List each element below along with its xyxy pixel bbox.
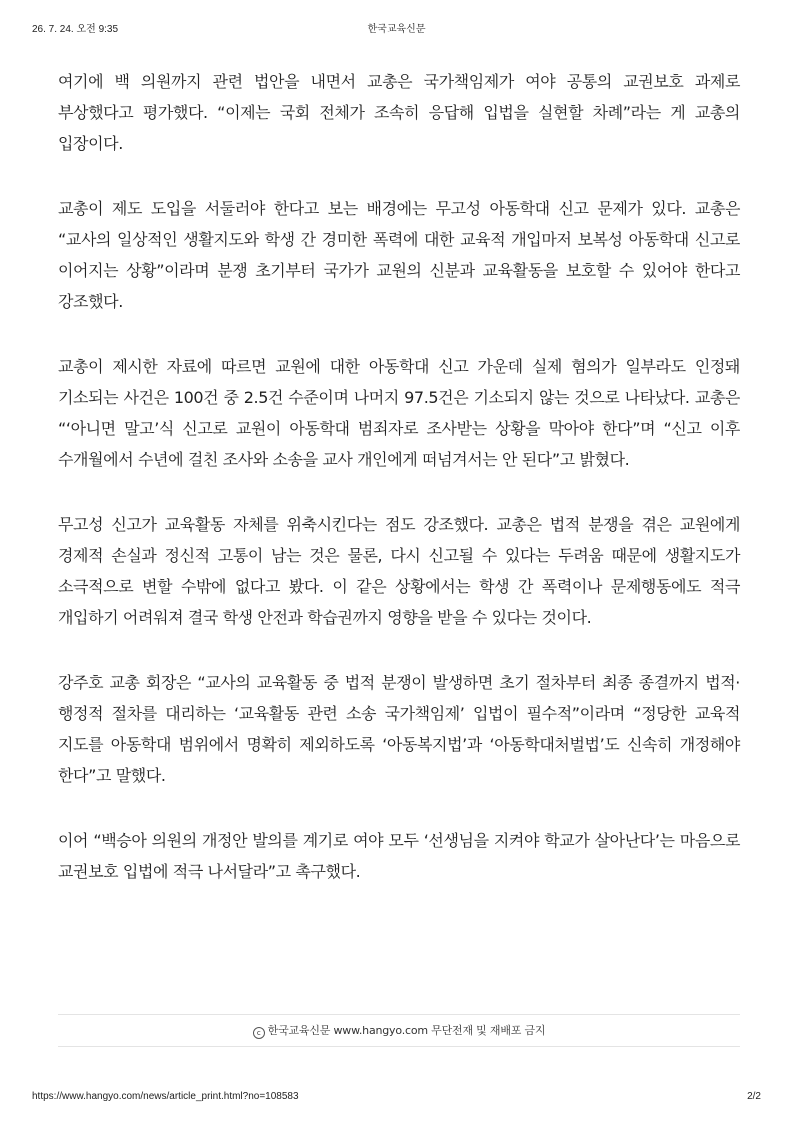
- article-body: [58, 66, 740, 921]
- print-date: 26. 7. 24. 오전 9:35: [32, 24, 119, 35]
- article-paragraph: 여기에 백 의원까지 관련 법안을 내면서 교총은 국가책임제가 여야 공통의 교권보호 과제로 부상했다고 평가했다. “이제는 국회 전체가 조속히 응답해 입법을 실현할 차례”라는 게 교총의 입장이다.: [58, 72, 740, 153]
- article-paragraph: 강주호 교총 회장은 “교사의 교육활동 중 법적 분쟁이 발생하면 초기 절차부터 최종 종결까지 법적·행정적 절차를 대리하는 ‘교육활동 관련 소송 국가책임제’ 입법이 필수적”이라며 “정당한 교육적 지도를 아동학대 범위에서 명확히 제외하도록 ‘아동복지법’과 ‘아동학대처벌법’도 신속히 개정해야 한다”고 말했다.: [58, 673, 740, 785]
- page-number: 2/2: [747, 1091, 761, 1102]
- copyright-notice: [58, 1014, 740, 1047]
- copyright-text: 한국교육신문 www.hangyo.com 무단전재 및 재배포 금지: [267, 1024, 546, 1037]
- article-paragraph: 교총이 제도 도입을 서둘러야 한다고 보는 배경에는 무고성 아동학대 신고 문제가 있다. 교총은 “교사의 일상적인 생활지도와 학생 간 경미한 폭력에 대한 교육적 개입마저 보복성 아동학대 신고로 이어지는 상황”이라며 분쟁 초기부터 국가가 교원의 신분과 교육활동을 보호할 수 있어야 한다고 강조했다.: [58, 199, 740, 311]
- print-footer: [0, 1091, 793, 1107]
- copyright-icon: c: [253, 1027, 265, 1039]
- print-site-name: 한국교육신문: [367, 24, 426, 35]
- article-paragraph: 교총이 제시한 자료에 따르면 교원에 대한 아동학대 신고 가운데 실제 혐의가 일부라도 인정돼 기소되는 사건은 100건 중 2.5건 수준이며 나머지 97.5건은 기소되지 않는 것으로 나타났다. 교총은 “‘아니면 말고’식 신고로 교원이 아동학대 범죄자로 조사받는 상황을 막아야 한다”며 “신고 이후 수개월에서 수년에 걸친 조사와 소송을 교사 개인에게 떠넘겨서는 안 된다”고 밝혔다.: [58, 357, 740, 469]
- print-header: [0, 20, 793, 36]
- article-paragraph: 이어 “백승아 의원의 개정안 발의를 계기로 여야 모두 ‘선생님을 지켜야 학교가 살아난다’는 마음으로 교권보호 입법에 적극 나서달라”고 촉구했다.: [58, 831, 740, 881]
- print-url: https://www.hangyo.com/news/article_print.html?no=108583: [32, 1091, 299, 1102]
- article-paragraph: 무고성 신고가 교육활동 자체를 위축시킨다는 점도 강조했다. 교총은 법적 분쟁을 겪은 교원에게 경제적 손실과 정신적 고통이 남는 것은 물론, 다시 신고될 수 있다는 두려움 때문에 생활지도가 소극적으로 변할 수밖에 없다고 봤다. 이 같은 상황에서는 학생 간 폭력이나 문제행동에도 적극 개입하기 어려워져 결국 학생 안전과 학습권까지 영향을 받을 수 있다는 것이다.: [58, 515, 740, 627]
